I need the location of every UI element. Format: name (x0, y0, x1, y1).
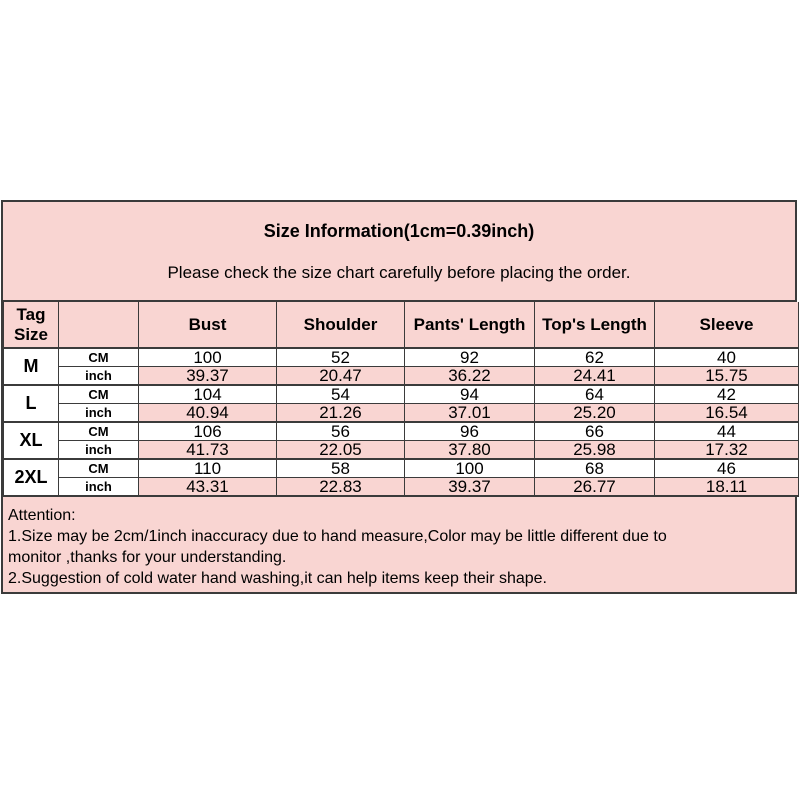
column-header-shoulder: Shoulder (277, 302, 405, 348)
measurement-value: 20.47 (277, 367, 405, 386)
measurement-value: 40.94 (139, 404, 277, 423)
measurement-value: 42 (655, 385, 799, 404)
measurement-value: 17.32 (655, 441, 799, 460)
size-label-m: M (4, 348, 59, 385)
measurement-value: 25.20 (535, 404, 655, 423)
table-row-l-cm (4, 385, 799, 404)
measurement-value: 26.77 (535, 478, 655, 497)
measurement-value: 44 (655, 422, 799, 441)
measurement-value: 25.98 (535, 441, 655, 460)
size-label-2xl: 2XL (4, 459, 59, 496)
unit-label-cm: CM (59, 459, 139, 478)
attention-line: 1.Size may be 2cm/1inch inaccuracy due to hand measure,Color may be little different due to (8, 528, 667, 545)
measurement-value: 94 (405, 385, 535, 404)
measurement-value: 43.31 (139, 478, 277, 497)
unit-label-cm: CM (59, 348, 139, 367)
measurement-value: 39.37 (139, 367, 277, 386)
unit-label-cm: CM (59, 422, 139, 441)
measurement-value: 106 (139, 422, 277, 441)
column-header-sleeve: Sleeve (655, 302, 799, 348)
column-header-tag-size: Tag Size (4, 302, 59, 348)
column-header-pants-length: Pants' Length (405, 302, 535, 348)
attention-block (3, 497, 795, 592)
table-row-xl-cm (4, 422, 799, 441)
size-label-xl: XL (4, 422, 59, 459)
attention-line: 2.Suggestion of cold water hand washing,it can help items keep their shape. (8, 570, 547, 587)
measurement-value: 58 (277, 459, 405, 478)
table-row-2xl-inch (4, 478, 799, 497)
size-table (3, 302, 799, 497)
measurement-value: 15.75 (655, 367, 799, 386)
measurement-value: 54 (277, 385, 405, 404)
measurement-value: 22.05 (277, 441, 405, 460)
unit-label-inch: inch (59, 441, 139, 460)
attention-heading: Attention: (8, 507, 76, 524)
size-chart-panel (1, 200, 797, 594)
measurement-value: 66 (535, 422, 655, 441)
measurement-value: 100 (139, 348, 277, 367)
measurement-value: 110 (139, 459, 277, 478)
measurement-value: 52 (277, 348, 405, 367)
page-subtitle: Please check the size chart carefully before placing the order. (167, 263, 631, 282)
table-row-xl-inch (4, 441, 799, 460)
measurement-value: 41.73 (139, 441, 277, 460)
measurement-value: 24.41 (535, 367, 655, 386)
measurement-value: 22.83 (277, 478, 405, 497)
measurement-value: 92 (405, 348, 535, 367)
table-row-2xl-cm (4, 459, 799, 478)
unit-label-cm: CM (59, 385, 139, 404)
table-row-l-inch (4, 404, 799, 423)
measurement-value: 39.37 (405, 478, 535, 497)
measurement-value: 40 (655, 348, 799, 367)
attention-line: monitor ,thanks for your understanding. (8, 549, 287, 566)
unit-label-inch: inch (59, 478, 139, 497)
table-row-m-cm (4, 348, 799, 367)
page-title: Size Information(1cm=0.39inch) (263, 221, 535, 241)
unit-label-inch: inch (59, 367, 139, 386)
table-row-m-inch (4, 367, 799, 386)
size-label-l: L (4, 385, 59, 422)
measurement-value: 21.26 (277, 404, 405, 423)
measurement-value: 16.54 (655, 404, 799, 423)
measurement-value: 18.11 (655, 478, 799, 497)
measurement-value: 104 (139, 385, 277, 404)
measurement-value: 64 (535, 385, 655, 404)
measurement-value: 100 (405, 459, 535, 478)
table-header-row (4, 302, 799, 348)
measurement-value: 62 (535, 348, 655, 367)
column-header-tops-length: Top's Length (535, 302, 655, 348)
measurement-value: 36.22 (405, 367, 535, 386)
column-header-bust: Bust (139, 302, 277, 348)
column-header-unit (59, 302, 139, 348)
measurement-value: 56 (277, 422, 405, 441)
measurement-value: 68 (535, 459, 655, 478)
measurement-value: 46 (655, 459, 799, 478)
title-block (3, 202, 795, 302)
unit-label-inch: inch (59, 404, 139, 423)
measurement-value: 37.80 (405, 441, 535, 460)
measurement-value: 37.01 (405, 404, 535, 423)
measurement-value: 96 (405, 422, 535, 441)
